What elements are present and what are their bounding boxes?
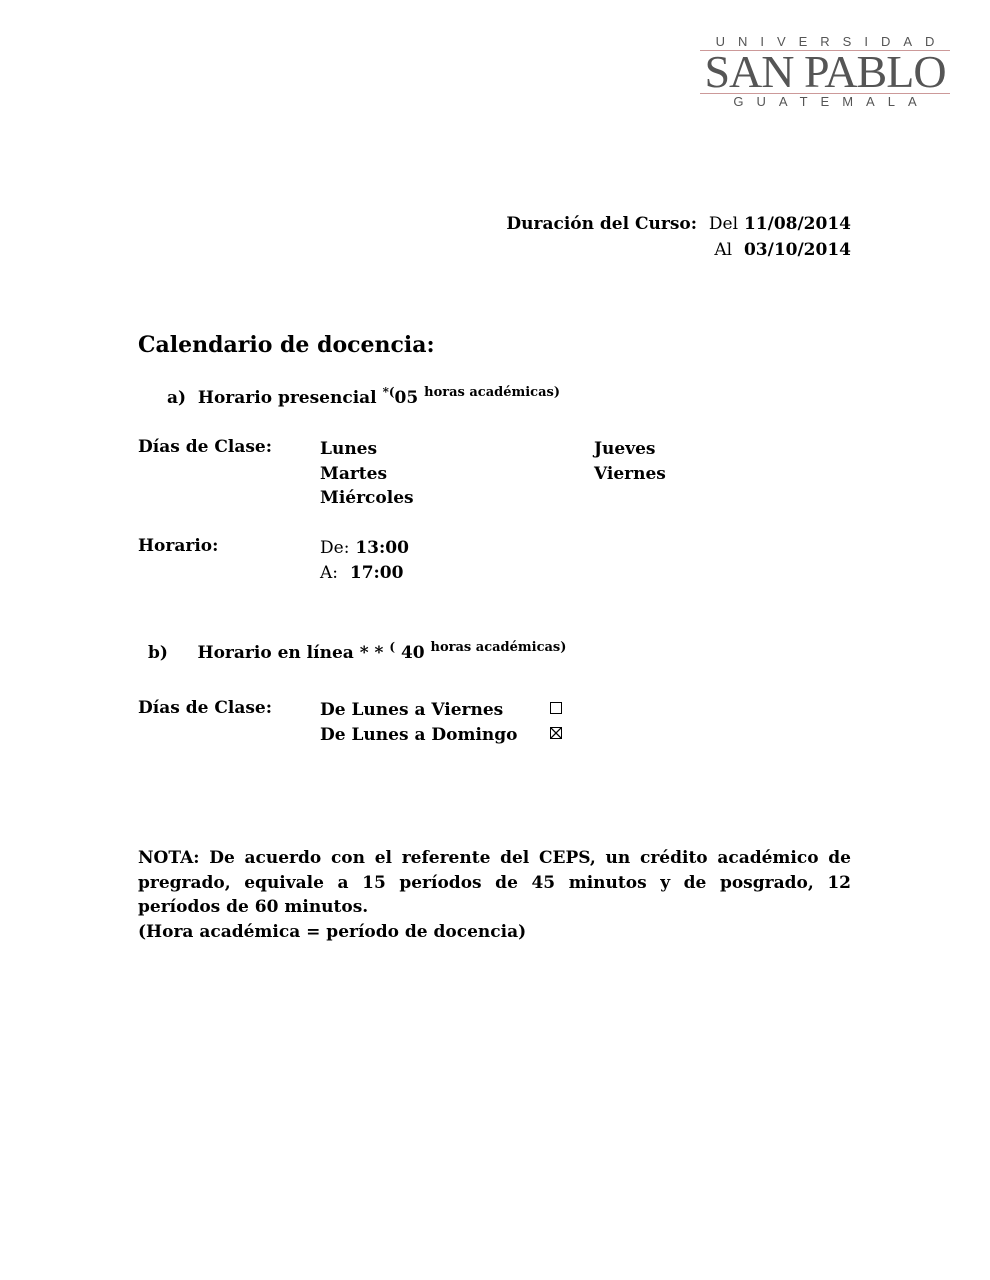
schedule-label: Horario: <box>138 536 219 556</box>
day: Martes <box>320 463 388 484</box>
from-date: 11/08/2014 <box>743 214 851 234</box>
logo-line2: SAN PABLO <box>700 50 950 94</box>
day: Viernes <box>594 463 666 484</box>
schedule-times <box>320 536 409 586</box>
checkbox-unchecked-icon[interactable] <box>550 702 562 714</box>
hours-label: horas académicas) <box>424 385 560 400</box>
footnote-star: * <box>382 385 389 399</box>
from-label: Del <box>708 214 739 234</box>
days-label: Días de Clase: <box>138 698 272 718</box>
to-date: 03/10/2014 <box>743 240 851 260</box>
day: Jueves <box>594 439 656 459</box>
from-time-label: De: <box>320 538 350 558</box>
days-col1 <box>320 437 414 511</box>
logo-line1: UNIVERSIDAD <box>715 34 948 49</box>
to-time-label: A: <box>320 563 339 583</box>
section-title: Horario en línea <box>197 643 354 663</box>
option-label: De Lunes a Viernes <box>320 700 504 720</box>
note-extra: (Hora académica = período de docencia) <box>138 921 527 942</box>
day-options <box>320 698 518 748</box>
day: Miércoles <box>320 488 414 508</box>
paren: ( <box>388 385 395 399</box>
note <box>138 846 851 944</box>
course-duration-to <box>714 240 851 260</box>
university-logo <box>700 34 950 110</box>
day: Lunes <box>320 439 378 459</box>
footnote-star: * * <box>359 643 384 663</box>
paren: ( <box>389 640 396 654</box>
section-a-heading <box>167 385 560 408</box>
section-marker: b) <box>148 643 168 663</box>
days-col2 <box>594 437 666 486</box>
section-title: Horario presencial <box>197 388 377 408</box>
from-time: 13:00 <box>355 538 409 558</box>
section-b-heading <box>148 640 566 663</box>
to-time: 17:00 <box>349 563 404 583</box>
section-marker: a) <box>167 388 187 408</box>
to-label: Al <box>714 240 733 260</box>
hours-label: horas académicas) <box>430 640 567 655</box>
days-label: Días de Clase: <box>138 437 272 457</box>
hours-value: 40 <box>400 643 425 663</box>
checkbox-checked-icon[interactable] <box>550 727 562 739</box>
option-label: De Lunes a Domingo <box>320 725 518 745</box>
logo-line3: GUATEMALA <box>733 94 930 109</box>
note-text: NOTA: De acuerdo con el referente del CEPS, un crédito académico de pregrado, equivale a 15 períodos de 45 minutos y de posgrado, 12 períodos de 60 minutos. <box>138 848 851 917</box>
course-duration-from <box>506 214 851 234</box>
page-title: Calendario de docencia: <box>138 332 435 358</box>
duration-label: Duración del Curso: <box>506 214 698 234</box>
hours-value: 05 <box>394 388 419 408</box>
